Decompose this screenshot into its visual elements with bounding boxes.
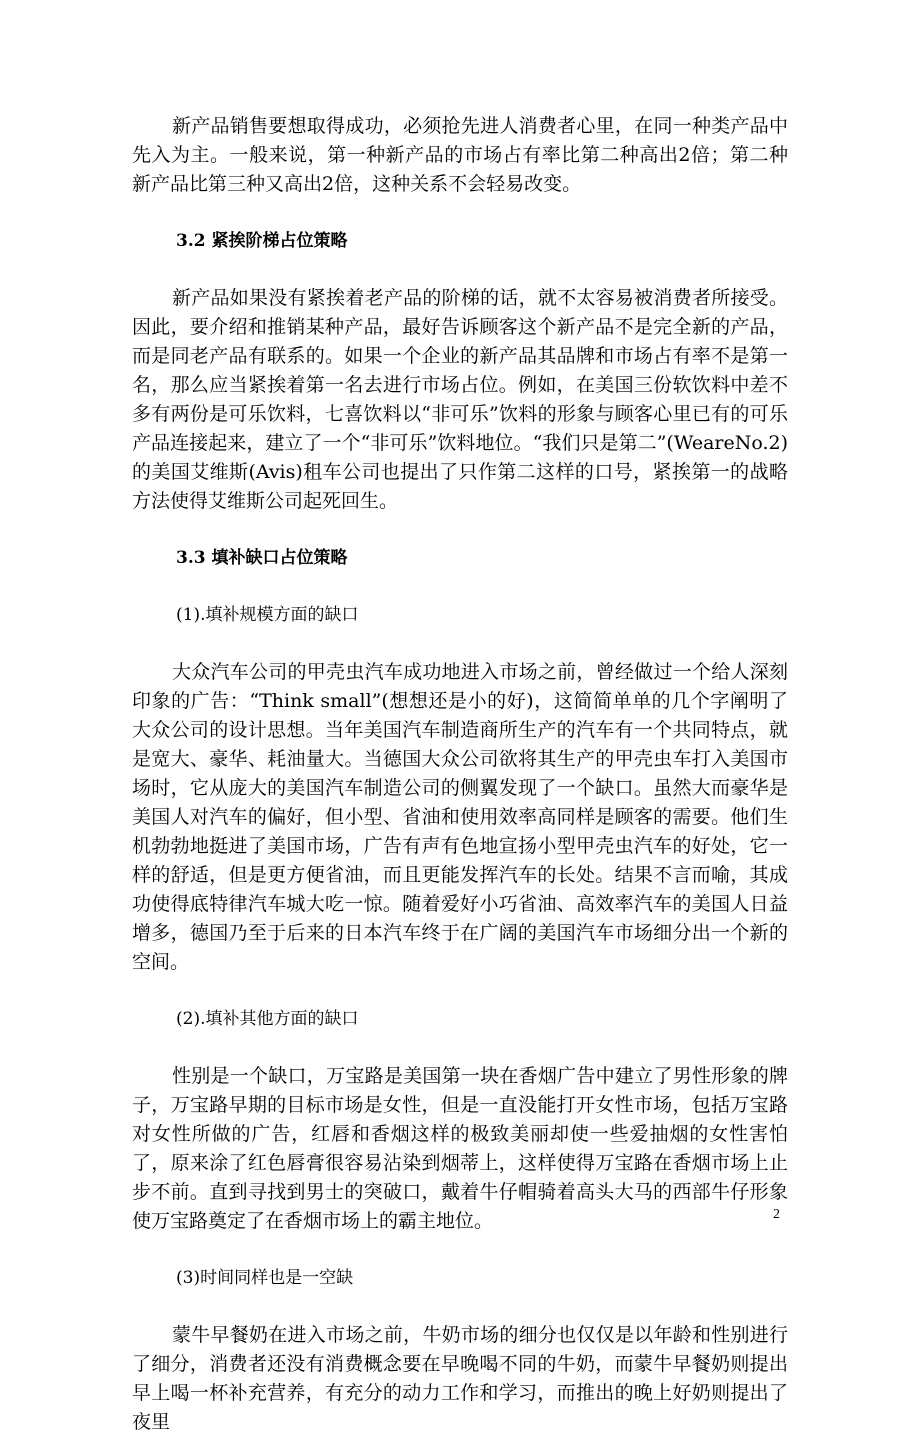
subheading-scale-gap: (1).填补规模方面的缺口 (176, 605, 359, 625)
paragraph-mengniu: 蒙牛早餐奶在进入市场之前，牛奶市场的细分也仅仅是以年龄和性别进行了细分，消费者还没有消费概念要在早晚喝不同的牛奶，而蒙牛早餐奶则提出早上喝一杯补充营养，有充分的动力工作和学习，而推出的晚上好奶则提出了夜里 (132, 1324, 788, 1433)
paragraph-marlboro: 性别是一个缺口，万宝路是美国第一块在香烟广告中建立了男性形象的牌子，万宝路早期的目标市场是女性，但是一直没能打开女性市场，包括万宝路对女性所做的广告，红唇和香烟这样的极致美丽却使一些爱抽烟的女性害怕了，原来涂了红色唇膏很容易沾染到烟蒂上，这样使得万宝路在香烟市场上止步不前。直到寻找到男士的突破口，戴着牛仔帽骑着高头大马的西部牛仔形象使万宝路奠定了在香烟市场上的霸主地位。 (132, 1065, 788, 1232)
paragraph-ladder-positioning: 新产品如果没有紧挨着老产品的阶梯的话，就不太容易被消费者所接受。因此，要介绍和推销某种产品，最好告诉顾客这个新产品不是完全新的产品，而是同老产品有联系的。如果一个企业的新产品其品牌和市场占有率不是第一名，那么应当紧挨着第一名去进行市场占位。例如，在美国三份软饮料中差不多有两份是可乐饮料，七喜饮料以“非可乐”饮料的形象与顾客心里已有的可乐产品连接起来，建立了一个“非可乐”饮料地位。“我们只是第二”(WeareNo.2)的美国艾维斯(Avis)租车公司也提出了只作第二这样的口号，紧挨第一的战略方法使得艾维斯公司起死回生。 (132, 287, 788, 512)
page-number: 2 (773, 1207, 780, 1222)
section-heading-3-3: 3.3 填补缺口占位策略 (176, 548, 348, 568)
subheading-other-gaps: (2).填补其他方面的缺口 (176, 1009, 359, 1029)
subheading-time-gap: (3)时间同样也是一空缺 (176, 1268, 354, 1288)
section-heading-3-2: 3.2 紧挨阶梯占位策略 (176, 231, 348, 251)
page-content (132, 112, 788, 1437)
paragraph-volkswagen: 大众汽车公司的甲壳虫汽车成功地进入市场之前，曾经做过一个给人深刻印象的广告：“Think small”(想想还是小的好)，这简简单单的几个字阐明了大众公司的设计思想。当年美国汽车制造商所生产的汽车有一个共同特点，就是宽大、豪华、耗油量大。当德国大众公司欲将其生产的甲壳虫车打入美国市场时，它从庞大的美国汽车制造公司的侧翼发现了一个缺口。虽然大而豪华是美国人对汽车的偏好，但小型、省油和使用效率高同样是顾客的需要。他们生机勃勃地挺进了美国市场，广告有声有色地宣扬小型甲壳虫汽车的好处，它一样的舒适，但是更方便省油，而且更能发挥汽车的长处。结果不言而喻，其成功使得底特律汽车城大吃一惊。随着爱好小巧省油、高效率汽车的美国人日益增多，德国乃至于后来的日本汽车终于在广阔的美国汽车市场细分出一个新的空间。 (132, 661, 788, 973)
paragraph-first-mover: 新产品销售要想取得成功，必须抢先进人消费者心里，在同一种类产品中先入为主。一般来说，第一种新产品的市场占有率比第二种高出2倍；第二种新产品比第三种又高出2倍，这种关系不会轻易改变。 (132, 115, 788, 195)
